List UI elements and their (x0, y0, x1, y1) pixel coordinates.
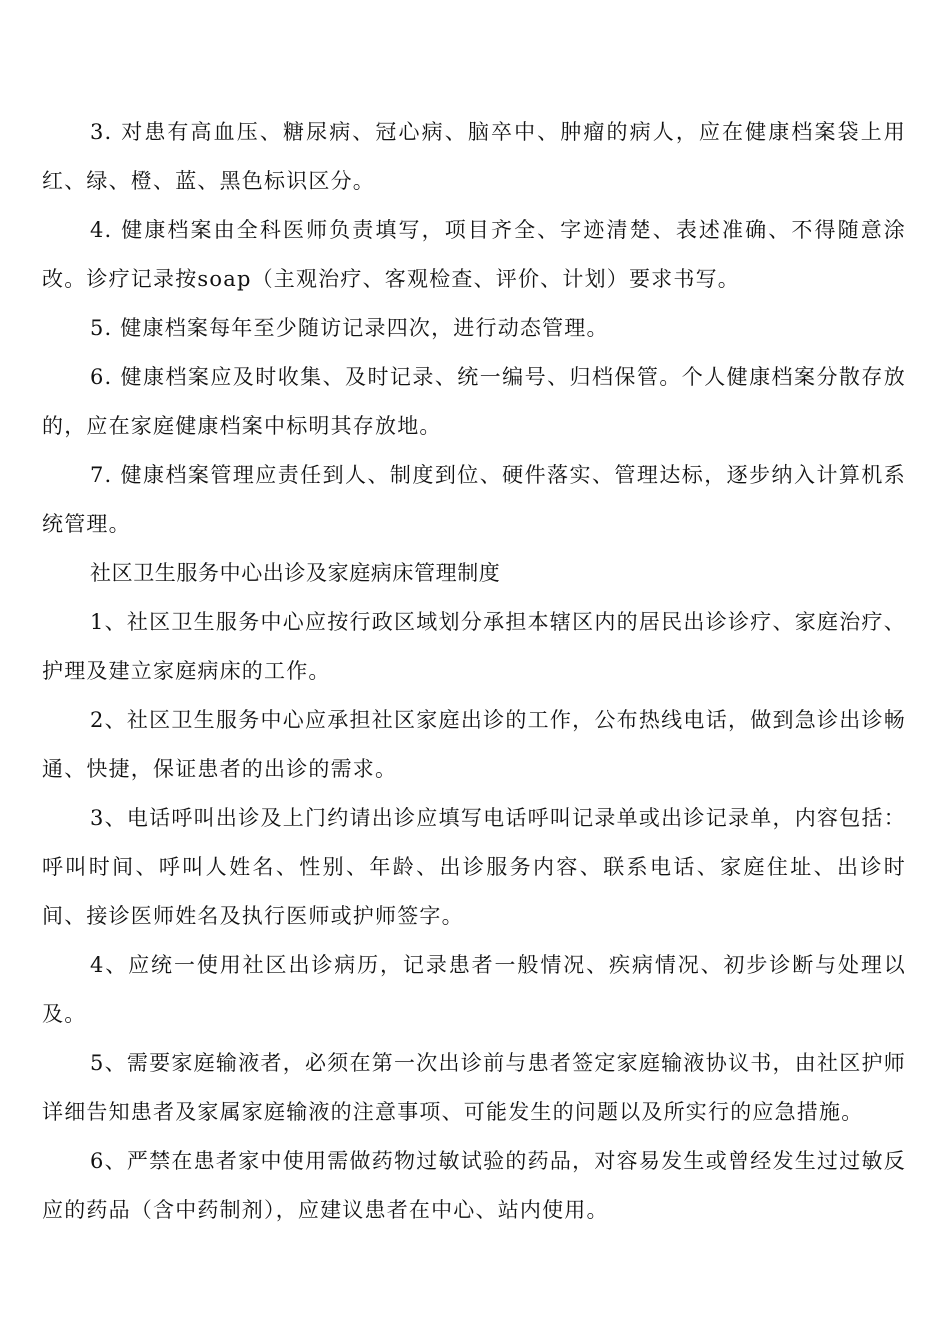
section-heading: 社区卫生服务中心出诊及家庭病床管理制度 (90, 561, 501, 585)
paragraph-rule-4: 4、应统一使用社区出诊病历，记录患者一般情况、疾病情况、初步诊断与处理以及。 (42, 953, 906, 1026)
paragraph-archive-collection: 6. 健康档案应及时收集、及时记录、统一编号、归档保管。个人健康档案分散存放的，应在家庭健康档案中标明其存放地。 (42, 365, 906, 438)
document-page (42, 108, 906, 1235)
paragraph-archive-filling: 4. 健康档案由全科医师负责填写，项目齐全、字迹清楚、表述准确、不得随意涂改。诊疗记录按soap（主观治疗、客观检查、评价、计划）要求书写。 (42, 218, 906, 291)
paragraph-rule-2: 2、社区卫生服务中心应承担社区家庭出诊的工作，公布热线电话，做到急诊出诊畅通、快捷，保证患者的出诊的需求。 (42, 708, 906, 781)
paragraph-followup-frequency: 5. 健康档案每年至少随访记录四次，进行动态管理。 (90, 316, 609, 340)
paragraph-rule-3: 3、电话呼叫出诊及上门约请出诊应填写电话呼叫记录单或出诊记录单，内容包括：呼叫时间、呼叫人姓名、性别、年龄、出诊服务内容、联系电话、家庭住址、出诊时间、接诊医师姓名及执行医师或护师签字。 (42, 806, 906, 928)
paragraph-archive-management: 7. 健康档案管理应责任到人、制度到位、硬件落实、管理达标，逐步纳入计算机系统管理。 (42, 463, 906, 536)
paragraph-rule-6: 6、严禁在患者家中使用需做药物过敏试验的药品，对容易发生或曾经发生过过敏反应的药品（含中药制剂），应建议患者在中心、站内使用。 (42, 1149, 906, 1222)
paragraph-archive-color-marking: 3. 对患有高血压、糖尿病、冠心病、脑卒中、肿瘤的病人，应在健康档案袋上用红、绿、橙、蓝、黑色标识区分。 (42, 120, 906, 193)
paragraph-rule-1: 1、社区卫生服务中心应按行政区域划分承担本辖区内的居民出诊诊疗、家庭治疗、护理及建立家庭病床的工作。 (42, 610, 906, 683)
paragraph-rule-5: 5、需要家庭输液者，必须在第一次出诊前与患者签定家庭输液协议书，由社区护师详细告知患者及家属家庭输液的注意事项、可能发生的问题以及所实行的应急措施。 (42, 1051, 906, 1124)
